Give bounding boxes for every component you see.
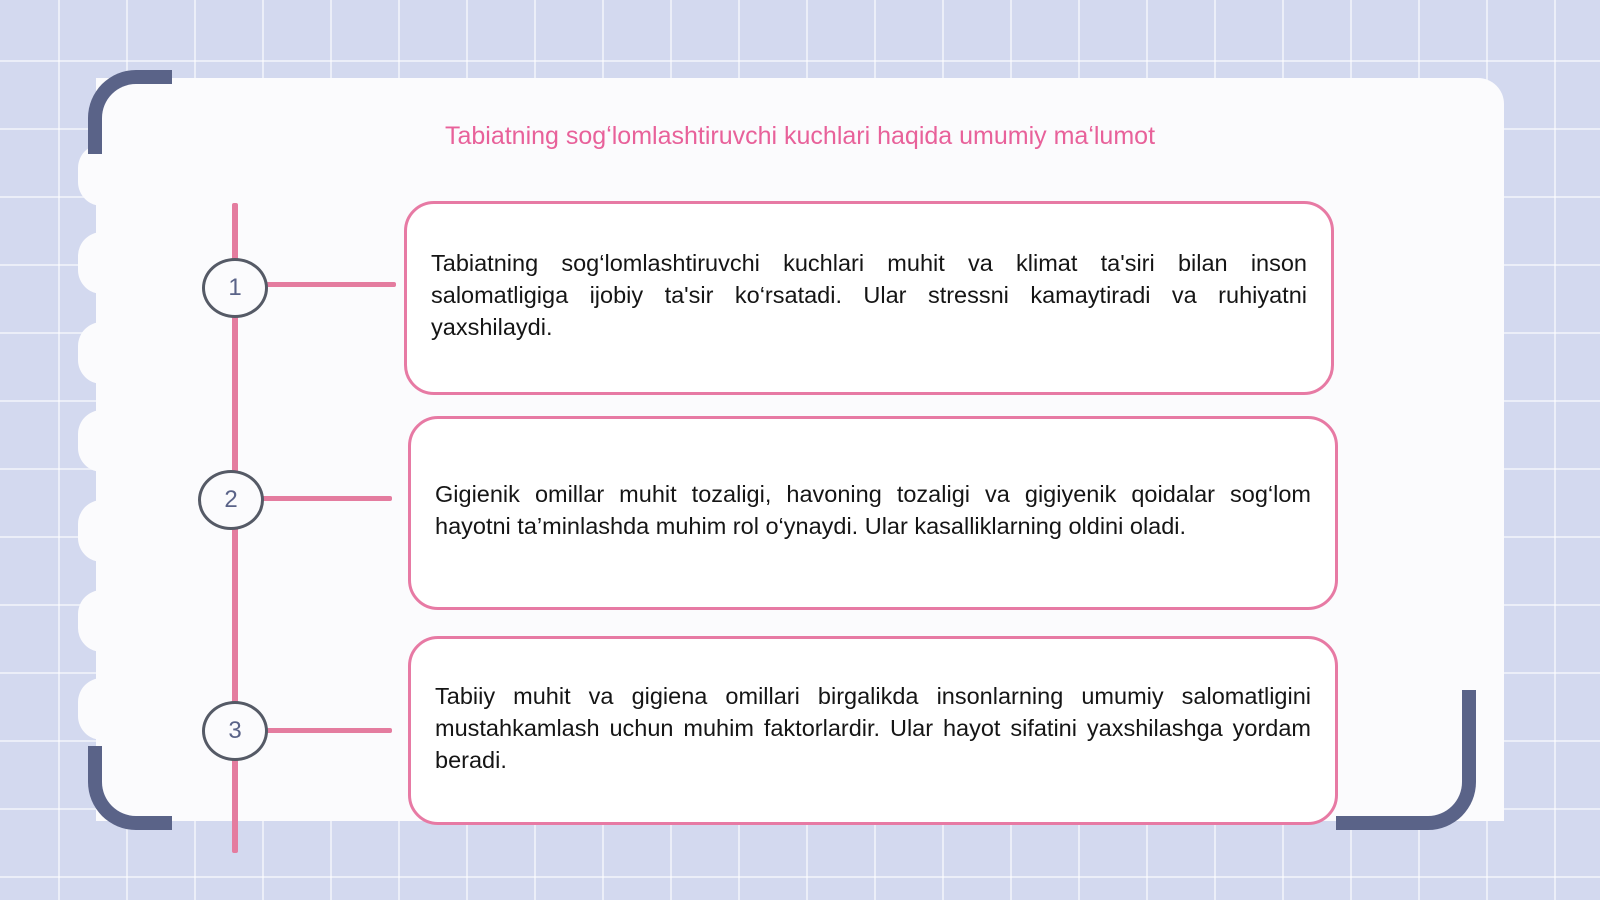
info-text-2: Gigienik omillar muhit tozaligi, havoning tozaligi va gigiyenik qoidalar sog‘lom hayotni ta’minlashda muhim rol o‘ynaydi. Ular kasalliklarning oldini oladi.	[435, 481, 1311, 539]
step-number-2: 2	[198, 470, 264, 530]
notebook-tab	[78, 322, 126, 384]
timeline-connector	[266, 282, 396, 287]
timeline-connector	[266, 728, 392, 733]
notebook-tab	[78, 410, 126, 472]
info-box-2	[408, 416, 1338, 610]
notebook-tab	[78, 678, 126, 740]
info-text-3: Tabiiy muhit va gigiena omillari birgalikda insonlarning umumiy salomatligini mustahkamlash uchun muhim faktorlardir. Ular hayot sifatini yaxshilashga yordam beradi.	[435, 682, 1311, 773]
notebook-tab	[78, 500, 126, 562]
corner-bracket-bottom-right	[1336, 690, 1476, 830]
timeline-connector	[262, 496, 392, 501]
info-box-1	[404, 201, 1334, 395]
step-number-1: 1	[202, 258, 268, 318]
notebook-tab	[78, 590, 126, 652]
info-text-1: Tabiatning sog‘lomlashtiruvchi kuchlari muhit va klimat ta'siri bilan inson salomatligiga ijobiy ta'sir ko‘rsatadi. Ular stressni kamaytiradi va ruhiyatni yaxshilaydi.	[431, 250, 1307, 340]
notebook-tab	[78, 232, 126, 294]
slide-title: Tabiatning sogʻlomlashtiruvchi kuchlari haqida umumiy maʻlumot	[444, 122, 1156, 150]
info-box-3	[408, 636, 1338, 825]
step-number-3: 3	[202, 701, 268, 761]
